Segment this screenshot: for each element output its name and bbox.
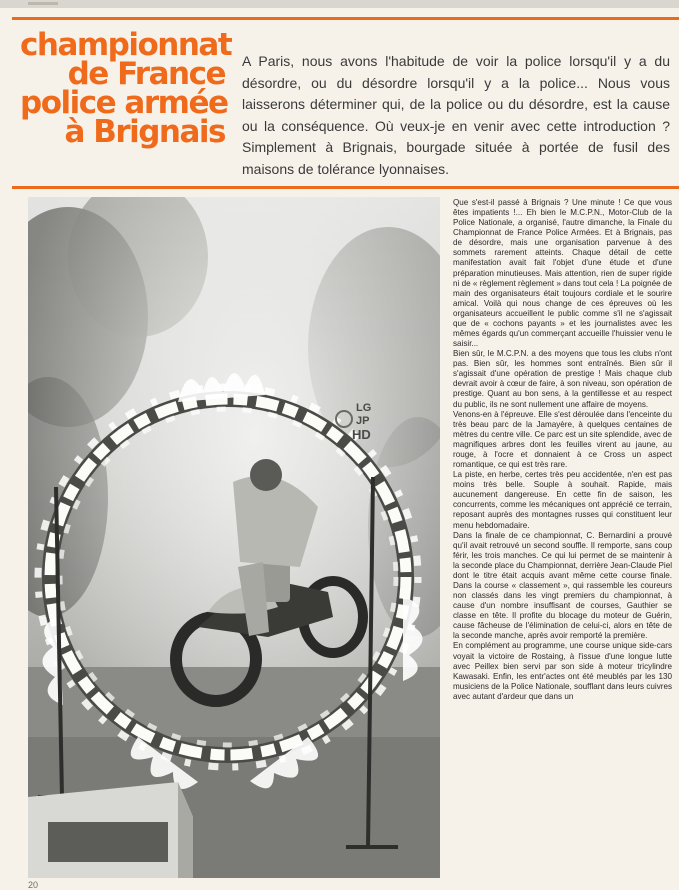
middle-orange-rule — [12, 186, 679, 189]
top-orange-rule — [12, 17, 679, 20]
headline-line: police armée — [20, 85, 228, 121]
page-number: 20 — [28, 880, 39, 890]
page-top-strip — [0, 0, 679, 8]
watermark-text: HD — [352, 427, 371, 442]
article-headline — [20, 27, 232, 150]
body-paragraph: Bien sûr, le M.C.P.N. a des moyens que tous les clubs n'ont pas. Bien sûr, les hommes sont entraînés. Bien sûr il s'agissait d'une opération de prestige ! Mais chaque club devrait avoir à cœur de faire, à son niveau, son opération de prestige. Quant au bon sens, à la gentillesse et au respect du public, ils ne sont nullement une affaire de moyens. — [453, 349, 672, 409]
headline-line: à Brignais — [64, 114, 225, 150]
body-paragraph: En complément au programme, une course unique side-cars voyait la victoire de Rostaing, à l'issue d'une longue lutte avec Peillex bien servi par son side à moteur tricylindre Kawasaki. Enfin, les entr'actes ont été meublés par les 130 musiciens de la Police Nationale, soufflant dans leurs cuivres avec autant d'ardeur que dans un — [453, 641, 672, 701]
body-paragraph: Venons-en à l'épreuve. Elle s'est déroulée dans l'enceinte du très beau parc de la Jamayère, à quelques centaines de mètres du centre ville. Ce parc est un site splendide, avec de magnifiques arbres dont les feuilles virent au jaune, au rouge, à l'ocre et donnaient à ce Cross un aspect romantique, ce qui est très rare. — [453, 409, 672, 470]
running-header-mark — [28, 2, 58, 5]
article-intro: A Paris, nous avons l'habitude de voir la police lorsqu'il y a du désordre, ou du désordre lorsqu'il y a la police... Nous vous laisserons déterminer qui, de la police ou du désordre, est la cause ou la conséquence. Où veux-je en venir avec cette introduction ? Simplement à Brignais, bourgade située à portée de fusil des maisons de tolérance lyonnaises. — [242, 53, 670, 177]
article-body-column — [453, 198, 672, 882]
body-paragraph: La piste, en herbe, certes très peu accidentée, n'en est pas moins très belle. Souple à souhait. Rapide, mais aucunement dangereuse. En cette fin de saison, les concurrents, comme les mécaniques ont apprécié ce terrain, reposant auprès des montagnes russes qui constituent leur menu hebdomadaire. — [453, 470, 672, 530]
article-photo — [28, 197, 440, 878]
body-paragraph: Que s'est-il passé à Brignais ? Une minute ! Ce que vous êtes impatients !... Eh bien le M.C.P.N., Motor-Club de la Police Nationale, a organisé, l'autre dimanche, la Finale du Championnat de France Police Armées. Et à Brignais, pas de désordre, mais une organisation parvenue à des sommets rarement atteints. Chaque détail de cette manifestation avait fait l'objet d'une étude et d'une préparation minutieuses. Mais attention, rien de super rigide ni de « règlement règlement » dans tout cela ! La poignée de main des organisateurs était toujours cordiale et le sourire amical. Voilà qui nous change de ces épreuves où les organisateurs accueillent le public comme s'il ne s'agissait que de « cochons payants » et les journalistes avec les mêmes égards qu'un commerçant accueille l'huissier venu le saisir... — [453, 198, 672, 349]
headline-line: championnat — [20, 27, 232, 63]
watermark-text: LG — [356, 402, 372, 414]
body-paragraph: Dans la finale de ce championnat, C. Bernardini a prouvé qu'il avait retrouvé un second souffle. Il remporte, sans coup férir, les trois manches. Ce qui lui permet de se maintenir à la seconde place du Championnat, derrière Jean-Claude Piel dont le titre était acquis avant même cette course finale. Dans la course « classement », qui rassemble les coureurs non classés dans les vingt premiers du championnat, à cause d'un nombre insuffisant de courses, Gauthier se classe en tête. Il profite du blocage du moteur de Guérin, cause fâcheuse de l'élimination de celui-ci, alors en tête de la seconde manche, après avoir remporté la première. — [453, 530, 672, 641]
takeoff-ramp — [28, 782, 193, 878]
headline-line: de France — [67, 56, 225, 92]
watermark-text: JP — [356, 415, 370, 427]
